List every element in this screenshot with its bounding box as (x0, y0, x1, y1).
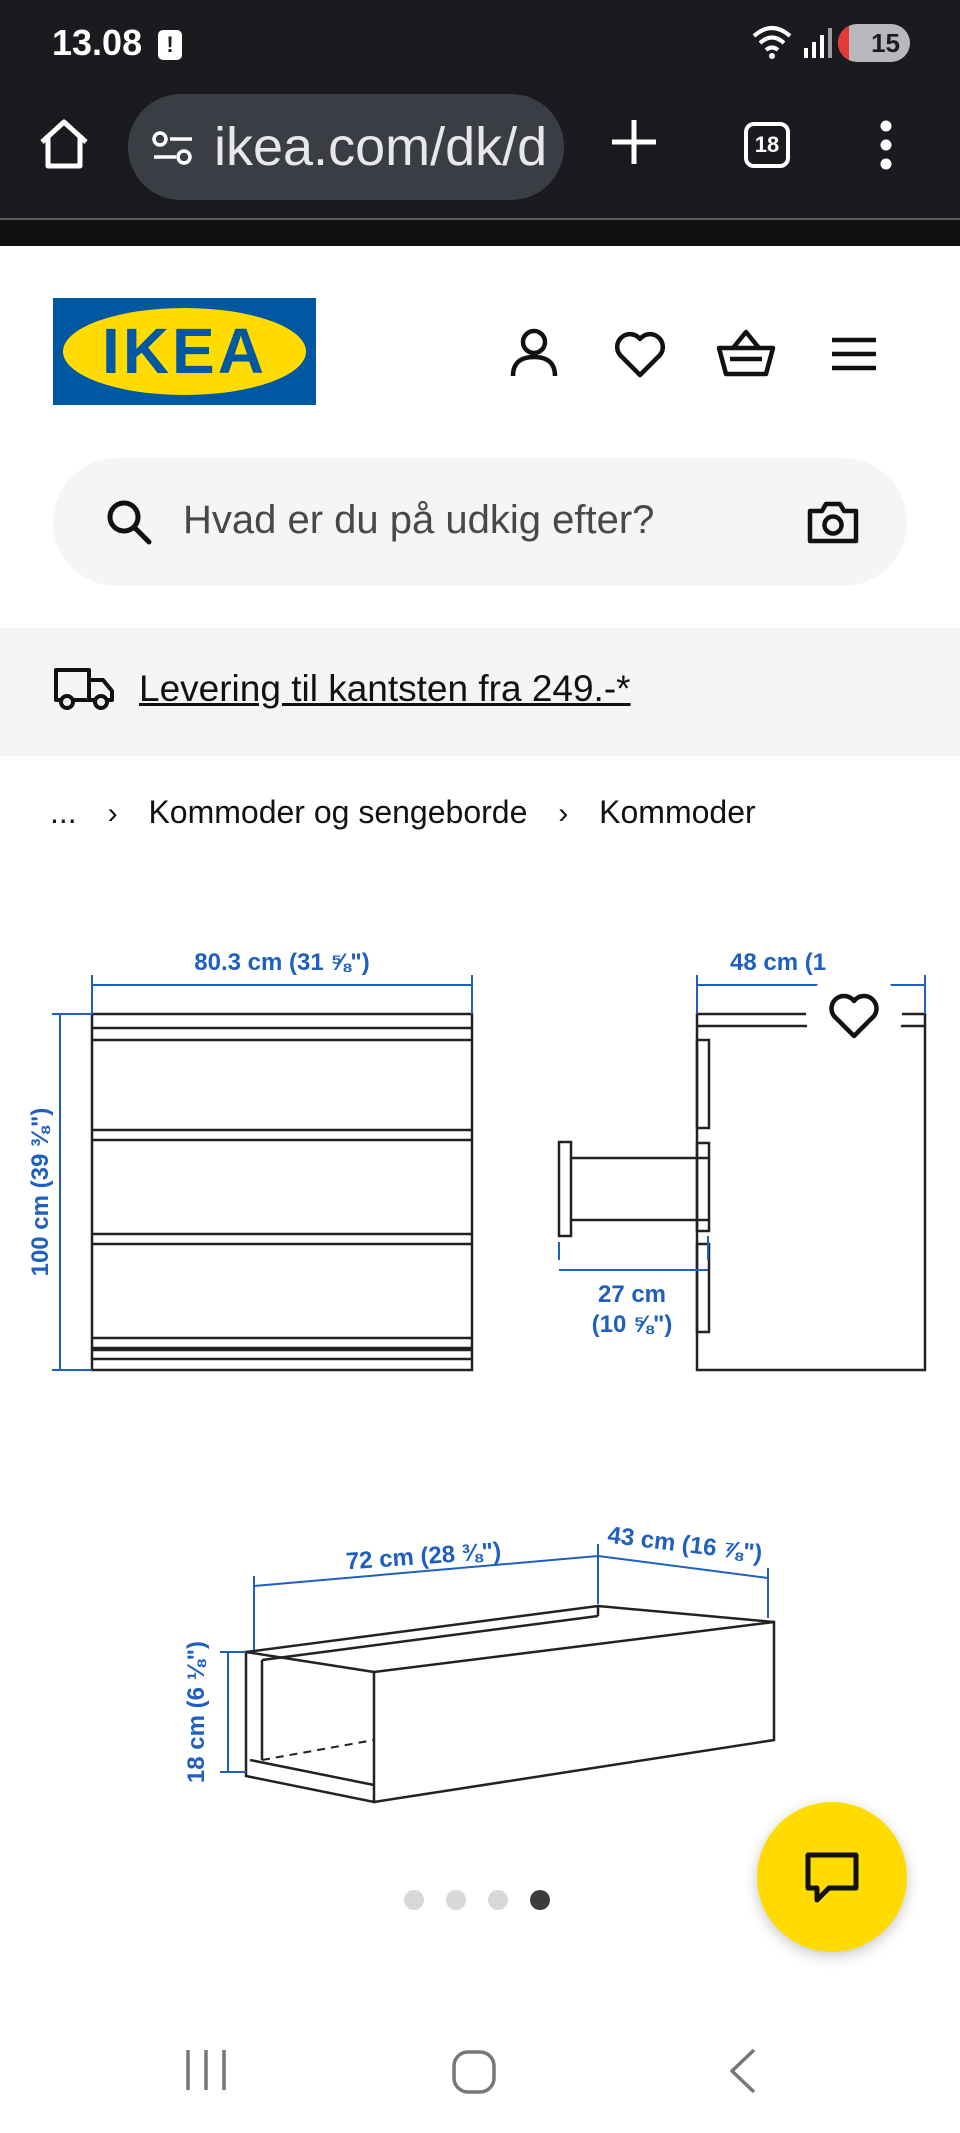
recents-icon[interactable] (184, 2048, 228, 2092)
favorite-heart-icon (828, 992, 880, 1040)
system-nav-bar (0, 2010, 960, 2133)
carousel-dot[interactable] (488, 1890, 508, 1910)
favorite-button[interactable] (806, 968, 902, 1064)
battery-level: 15 (871, 28, 900, 58)
home-button-icon[interactable] (450, 2048, 498, 2096)
profile-icon[interactable] (506, 326, 562, 382)
dimension-drawer-height: 18 cm (6 ⅛") (183, 1640, 210, 1784)
search-icon[interactable] (105, 498, 153, 546)
carousel-dot[interactable] (404, 1890, 424, 1910)
dimension-drawer-width: 72 cm (28 ⅜") (344, 1537, 502, 1576)
breadcrumb-item[interactable]: Kommoder og sengeborde (148, 794, 528, 830)
basket-icon[interactable] (716, 326, 776, 382)
chat-icon (803, 1850, 861, 1906)
dimension-height: 100 cm (39 ⅜") (27, 1107, 54, 1277)
home-icon[interactable] (36, 116, 92, 172)
breadcrumb-ellipsis[interactable]: ... (50, 794, 77, 830)
tab-count: 18 (754, 132, 780, 157)
carousel-dot[interactable] (530, 1890, 550, 1910)
search-placeholder[interactable]: Hvad er du på udkig efter? (183, 498, 655, 542)
dimension-drawer-depth: 43 cm (16 ⅞") (606, 1521, 764, 1568)
heart-icon[interactable] (612, 326, 668, 382)
carousel-dot[interactable] (446, 1890, 466, 1910)
back-icon[interactable] (726, 2046, 760, 2096)
wifi-icon (752, 24, 792, 60)
more-icon[interactable] (878, 118, 894, 172)
dimension-depth: 48 cm (1 (730, 949, 827, 976)
chevron-right-icon: › (107, 797, 118, 830)
ikea-logo[interactable] (53, 298, 316, 405)
chevron-right-icon: › (558, 797, 569, 830)
dimension-drawer-pull: 27 cm (597, 1281, 667, 1308)
menu-icon[interactable] (830, 326, 878, 382)
search-bar[interactable] (53, 458, 907, 586)
battery-icon (838, 24, 910, 62)
url-text[interactable]: ikea.com/dk/d (214, 117, 548, 177)
chat-button[interactable] (757, 1802, 907, 1952)
tab-switcher-icon[interactable] (744, 122, 790, 168)
browser-toolbar (0, 86, 960, 220)
status-bar (0, 0, 960, 86)
logo-text: IKEA (102, 315, 267, 387)
breadcrumb-item[interactable]: Kommoder (599, 794, 756, 830)
address-bar[interactable] (128, 94, 564, 200)
alert-icon: ! (158, 30, 182, 60)
new-tab-icon[interactable] (608, 116, 660, 168)
status-time: 13.08 (52, 22, 143, 63)
delivery-banner (0, 628, 960, 756)
delivery-link[interactable]: Levering til kantsten fra 249.-* (139, 668, 631, 709)
truck-icon (53, 664, 115, 712)
camera-icon[interactable] (807, 500, 859, 544)
dimension-width: 80.3 cm (31 ⅝") (194, 949, 370, 976)
signal-icon (804, 26, 832, 58)
breadcrumb (50, 794, 756, 831)
page-top-strip (0, 220, 960, 246)
dimension-drawer-pull-in: (10 ⅝") (591, 1311, 673, 1338)
site-settings-icon[interactable] (152, 130, 194, 166)
